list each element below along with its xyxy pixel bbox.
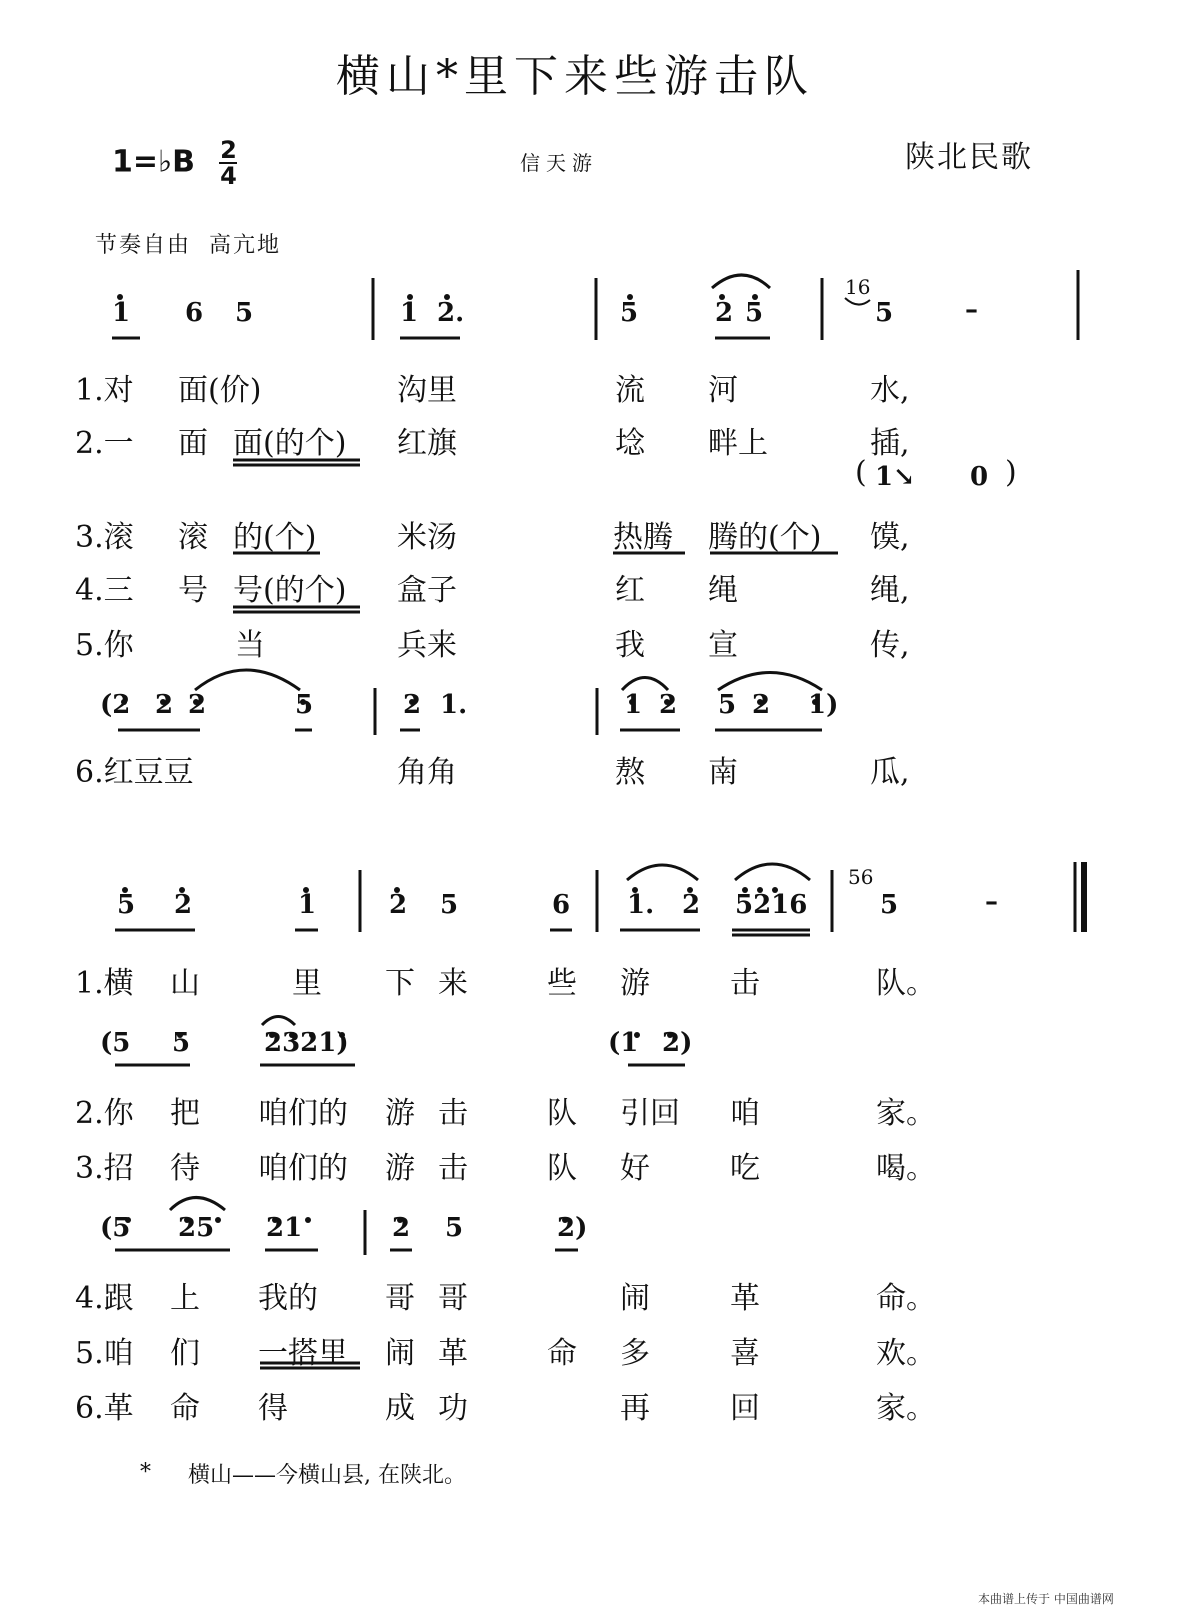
lyric: 红旗: [397, 426, 457, 461]
lyric: 喝。: [876, 1151, 936, 1186]
note: 2: [155, 690, 174, 720]
lyric: 号: [178, 573, 208, 608]
lyric: 击: [730, 966, 760, 1001]
lyric: 些: [547, 966, 577, 1001]
lyric: 热腾: [613, 520, 673, 555]
note: 2: [188, 690, 207, 720]
lyric: 绳,: [870, 573, 910, 608]
lyric: 命: [170, 1391, 200, 1426]
lyric: 得: [258, 1391, 288, 1426]
lyric: 红: [615, 573, 645, 608]
note: 2): [557, 1213, 588, 1243]
lyric: 游: [620, 966, 650, 1001]
note: 2: [389, 890, 408, 920]
note: 5: [445, 1213, 464, 1243]
note: 1: [624, 690, 643, 720]
lyric: 上: [170, 1281, 200, 1316]
note: 2: [174, 890, 193, 920]
lyric: 一搭里: [258, 1336, 348, 1371]
note: 5: [235, 298, 254, 328]
note: (2: [100, 690, 131, 720]
note: 5: [718, 690, 737, 720]
note: 21: [266, 1213, 303, 1243]
note: 1: [400, 298, 419, 328]
lyric: 哥: [385, 1281, 415, 1316]
lyric: 我的: [258, 1281, 318, 1316]
note: 2: [682, 890, 701, 920]
note: 5: [745, 298, 764, 328]
lyric: 命: [547, 1336, 577, 1371]
lyric: 面: [178, 426, 208, 461]
note: 5: [440, 890, 459, 920]
note: (5: [100, 1213, 131, 1243]
note: 1.: [627, 890, 655, 920]
source-label: 陕北民歌: [905, 140, 1033, 175]
lyric: 队: [547, 1096, 577, 1131]
lyric: 们: [170, 1336, 200, 1371]
note: 2: [752, 690, 771, 720]
note: 5: [295, 690, 314, 720]
lyric: 好: [620, 1151, 650, 1186]
lyric: 腾的(个): [708, 520, 822, 555]
note: 5216: [735, 890, 808, 920]
lyric: 角角: [397, 755, 457, 790]
lyric: 3.滚: [75, 520, 134, 555]
site-watermark: 本曲谱上传于 中国曲谱网: [978, 1592, 1114, 1606]
lyric: 下: [385, 966, 415, 1001]
song-title: 横山*里下来些游击队: [336, 51, 814, 102]
lyric: 待: [170, 1151, 200, 1186]
note: (1: [608, 1028, 639, 1058]
lyric: 成: [385, 1391, 415, 1426]
lyric: 流: [615, 373, 645, 408]
note: (5: [100, 1028, 131, 1058]
lyric: 南: [708, 755, 738, 790]
genre-label: 信天游: [520, 151, 598, 175]
lyric: 我: [615, 628, 645, 663]
lyric: 兵来: [397, 628, 457, 663]
lyric: 功: [438, 1391, 468, 1426]
lyric: 闹: [385, 1336, 415, 1371]
grace-note: 56: [848, 865, 874, 889]
note: 1.: [440, 690, 468, 720]
note: 5: [620, 298, 639, 328]
note: 5: [117, 890, 136, 920]
lyric: 家。: [876, 1391, 936, 1426]
lyric: 6.红豆豆: [75, 755, 194, 790]
lyric: 1.对: [75, 373, 134, 408]
note: 5: [172, 1028, 191, 1058]
lyric: 5.咱: [75, 1336, 134, 1371]
lyric: 命。: [876, 1281, 936, 1316]
lyric: 哥: [438, 1281, 468, 1316]
lyric: 传,: [870, 628, 910, 663]
lyric: 瓜,: [870, 755, 910, 790]
lyric: 击: [438, 1151, 468, 1186]
lyric: 3.招: [75, 1151, 134, 1186]
lyric: 盒子: [397, 573, 457, 608]
lyric: 插,: [870, 426, 910, 461]
footnote-text: 横山——今横山县, 在陕北。: [188, 1463, 466, 1488]
lyric: 的(个): [233, 520, 317, 555]
lyric: 水,: [870, 373, 910, 408]
lyric: 河: [708, 373, 738, 408]
lyric: 里: [292, 966, 322, 1001]
lyric: 游: [385, 1151, 415, 1186]
alt-bracket: (: [855, 455, 867, 490]
meter-bottom: 4: [220, 162, 237, 190]
note: 2: [403, 690, 422, 720]
note: 2: [659, 690, 678, 720]
key-text: 1=♭B: [112, 144, 196, 180]
lyric: 5.你: [75, 628, 134, 663]
lyric: 队。: [876, 966, 936, 1001]
lyric: 绳: [708, 573, 738, 608]
note: –: [985, 887, 998, 917]
lyric: 引回: [620, 1096, 680, 1131]
note: 2321): [264, 1028, 349, 1058]
note: –: [965, 295, 978, 325]
lyric: 4.跟: [75, 1281, 134, 1316]
lyric: 6.革: [75, 1391, 134, 1426]
note: 2.: [437, 298, 465, 328]
note: 2: [715, 298, 734, 328]
lyric: 家。: [876, 1096, 936, 1131]
lyric: 来: [438, 966, 468, 1001]
note: 1): [808, 690, 839, 720]
lyric: 闹: [620, 1281, 650, 1316]
note: 5: [875, 298, 894, 328]
alt-bracket: ): [1005, 455, 1017, 490]
lyric: 把: [170, 1096, 200, 1131]
lyric: 咱: [730, 1096, 760, 1131]
lyric: 面(的个): [233, 426, 347, 461]
grace-note: 16: [845, 275, 871, 299]
lyric: 畔上: [708, 426, 768, 461]
lyric: 2.一: [75, 426, 134, 461]
lyric: 馍,: [870, 520, 910, 555]
lyric: 欢。: [876, 1336, 936, 1371]
lyric: 队: [547, 1151, 577, 1186]
lyric: 击: [438, 1096, 468, 1131]
lyric: 咱们的: [258, 1151, 348, 1186]
lyric: 喜: [730, 1336, 760, 1371]
note: 2): [662, 1028, 693, 1058]
lyric: 再: [620, 1391, 650, 1426]
lyric: 多: [620, 1336, 650, 1371]
lyric: 革: [438, 1336, 468, 1371]
note: 25: [178, 1213, 215, 1243]
lyric: 4.三: [75, 573, 134, 608]
note: 1: [112, 298, 131, 328]
lyric: 回: [730, 1391, 760, 1426]
note: 1: [298, 890, 317, 920]
lyric: 熬: [615, 755, 645, 790]
note: 2: [392, 1213, 411, 1243]
lyric: 当: [235, 628, 265, 663]
lyric: 滚: [178, 520, 208, 555]
lyric: 面(价): [178, 373, 262, 408]
lyric: 沟里: [397, 373, 457, 408]
tempo-marking: 节奏自由 高亢地: [95, 233, 281, 258]
footnote-mark: *: [140, 1460, 151, 1485]
note: 5: [880, 890, 899, 920]
lyric: 革: [730, 1281, 760, 1316]
lyric: 号(的个): [233, 573, 347, 608]
note: 1↘: [875, 462, 915, 492]
lyric: 米汤: [397, 520, 457, 555]
lyric: 埝: [615, 426, 645, 461]
lyric: 2.你: [75, 1096, 134, 1131]
lyric: 咱们的: [258, 1096, 348, 1131]
note: 6: [185, 298, 204, 328]
lyric: 山: [170, 966, 200, 1001]
meter-top: 2: [220, 136, 237, 164]
lyric: 1.横: [75, 966, 134, 1001]
note: 6: [552, 890, 571, 920]
note: 0: [970, 462, 989, 492]
lyric: 游: [385, 1096, 415, 1131]
lyric: 吃: [730, 1151, 760, 1186]
lyric: 宣: [708, 628, 738, 663]
